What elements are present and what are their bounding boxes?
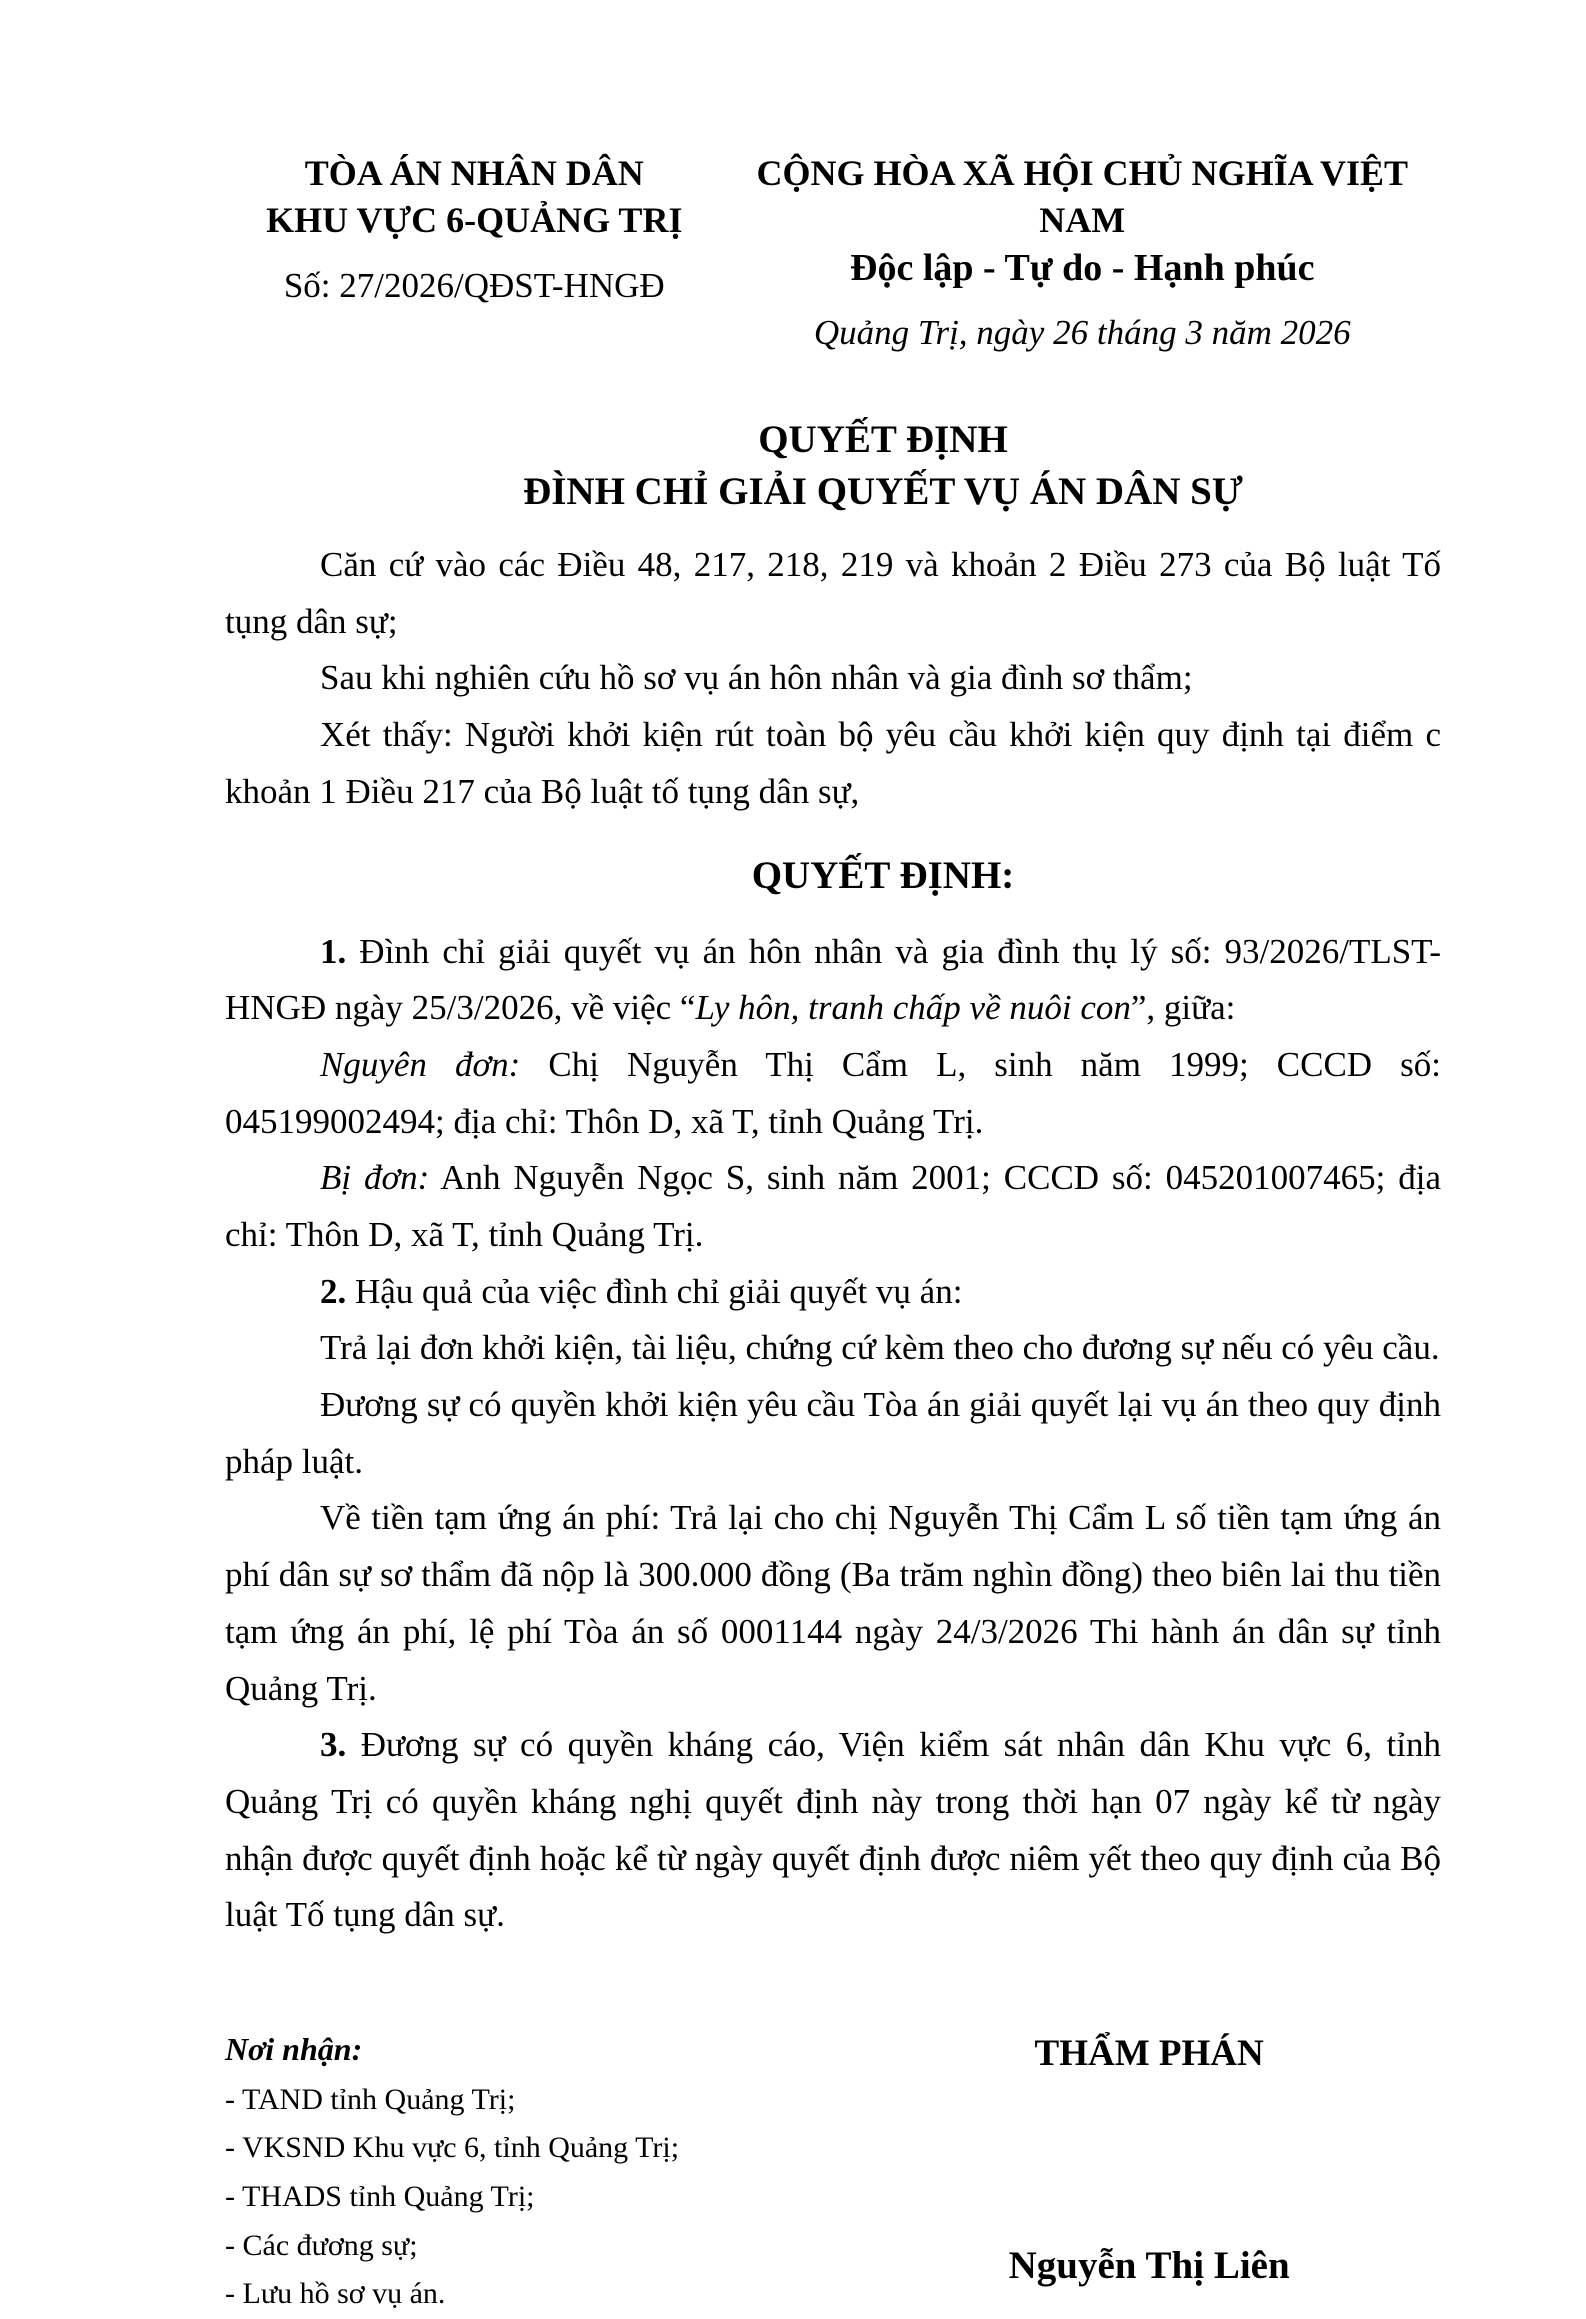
national-name: CỘNG HÒA XÃ HỘI CHỦ NGHĨA VIỆT NAM (756, 153, 1408, 240)
decision-heading: QUYẾT ĐỊNH: (751, 854, 1015, 898)
signature-block (857, 2024, 1441, 2319)
item-3-text: Đương sự có quyền kháng cáo, Viện kiểm sát nhân dân Khu vực 6, tỉnh Quảng Trị có quyền kháng nghị quyết định này trong thời hạn 07 ngày kể từ ngày nhận được quyết định hoặc kể từ ngày quyết định được niêm yết theo quy định của Bộ luật Tố tụng dân sự. (225, 1725, 1441, 1935)
court-name-line2: KHU VỰC 6-QUẢNG TRỊ (266, 199, 683, 240)
document-header (225, 150, 1441, 362)
plaintiff-label: Nguyên đơn: (320, 1044, 521, 1084)
signer-title: THẨM PHÁN (1034, 2032, 1264, 2074)
decision-subtitle: ĐÌNH CHỈ GIẢI QUYẾT VỤ ÁN DÂN SỰ (523, 470, 1243, 514)
recipients-label: Nơi nhận: (225, 2030, 363, 2067)
recipient-item: - THADS tỉnh Quảng Trị; (225, 2179, 535, 2213)
header-left-column (225, 150, 724, 362)
decision-item-1 (225, 924, 1441, 1037)
recipients-block (225, 2024, 857, 2319)
decision-item-3 (225, 1717, 1441, 1944)
defendant-paragraph (225, 1150, 1441, 1263)
legal-basis-paragraph: Căn cứ vào các Điều 48, 217, 218, 219 và khoản 2 Điều 273 của Bộ luật Tố tụng dân sự; (225, 544, 1441, 641)
document-footer (225, 2024, 1441, 2319)
return-documents-paragraph: Trả lại đơn khởi kiện, tài liệu, chứng cứ kèm theo cho đương sự nếu có yêu cầu. (320, 1328, 1440, 1368)
recipient-item: - Các đương sự; (225, 2228, 418, 2262)
document-number: Số: 27/2026/QĐST-HNGĐ (283, 265, 665, 305)
review-paragraph: Sau khi nghiên cứu hồ sơ vụ án hôn nhân và gia đình sơ thẩm; (320, 658, 1193, 698)
item-2-text: Hậu quả của việc đình chỉ giải quyết vụ án: (346, 1271, 963, 1311)
case-name: Ly hôn, tranh chấp về nuôi con (695, 988, 1131, 1028)
finding-paragraph: Xét thấy: Người khởi kiện rút toàn bộ yêu cầu khởi kiện quy định tại điểm c khoản 1 Điều 217 của Bộ luật tố tụng dân sự, (225, 715, 1441, 811)
recipient-item: - TAND tỉnh Quảng Trị; (225, 2082, 516, 2116)
defendant-text: Anh Nguyễn Ngọc S, sinh năm 2001; CCCD số: 045201007465; địa chỉ: Thôn D, xã T, tỉnh Quảng Trị. (225, 1158, 1441, 1254)
recipient-item: - VKSND Khu vực 6, tỉnh Quảng Trị; (225, 2131, 680, 2165)
item-3-number: 3. (320, 1725, 347, 1765)
header-right-column (724, 150, 1441, 362)
plaintiff-paragraph (225, 1037, 1441, 1150)
recipient-item: - Lưu hồ sơ vụ án. (225, 2277, 446, 2311)
place-and-date: Quảng Trị, ngày 26 tháng 3 năm 2026 (813, 312, 1351, 352)
national-motto: Độc lập - Tự do - Hạnh phúc (850, 246, 1315, 289)
court-name-line1: TÒA ÁN NHÂN DÂN (304, 153, 644, 193)
decision-item-2 (225, 1264, 1441, 1321)
item-1-text-after: ”, giữa: (1130, 988, 1236, 1028)
decision-title: QUYẾT ĐỊNH (758, 417, 1008, 461)
item-1-text-before: Đình chỉ giải quyết vụ án hôn nhân và gia đình thụ lý số: 93/2026/TLST-HNGĐ ngày 25/3/2026, về việc “ (225, 931, 1441, 1028)
signer-name: Nguyễn Thị Liên (1008, 2243, 1290, 2287)
court-fee-paragraph: Về tiền tạm ứng án phí: Trả lại cho chị Nguyễn Thị Cẩm L số tiền tạm ứng án phí dân sự sơ thẩm đã nộp là 300.000 đồng (Ba trăm nghìn đồng) theo biên lai thu tiền tạm ứng án phí, lệ phí Tòa án số 0001144 ngày 24/3/2026 Thi hành án dân sự tỉnh Quảng Trị. (225, 1498, 1441, 1708)
item-2-number: 2. (320, 1271, 347, 1311)
item-1-number: 1. (320, 931, 347, 971)
right-to-sue-paragraph: Đương sự có quyền khởi kiện yêu cầu Tòa án giải quyết lại vụ án theo quy định pháp luật. (225, 1385, 1441, 1481)
defendant-label: Bị đơn: (320, 1158, 430, 1198)
plaintiff-text: Chị Nguyễn Thị Cẩm L, sinh năm 1999; CCCD số: 045199002494; địa chỉ: Thôn D, xã T, tỉnh Quảng Trị. (225, 1044, 1441, 1141)
title-block (225, 414, 1441, 519)
